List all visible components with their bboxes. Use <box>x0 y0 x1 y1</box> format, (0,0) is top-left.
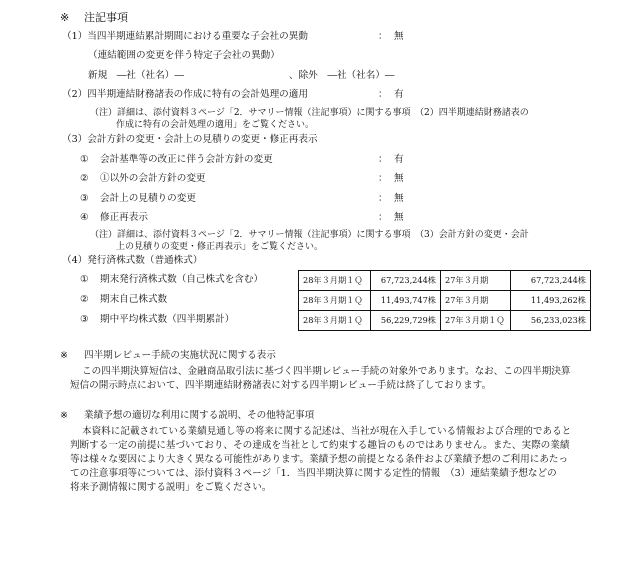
s2-label: （2）四半期連結財務諸表の作成に特有の会計処理の適用 <box>62 89 308 100</box>
value-cell: 56,233,023株 <box>511 311 591 331</box>
value-cell: 11,493,747株 <box>371 291 441 311</box>
s1-sub: （連結範囲の変更を伴う特定子会社の異動） <box>88 50 280 61</box>
value-cell: 67,723,244株 <box>511 271 591 291</box>
s3-item-num: ④ <box>80 212 89 223</box>
s3-item-label: 修正再表示 <box>100 212 148 223</box>
s3-item-value: 無 <box>394 193 404 204</box>
s2-value: 有 <box>394 89 404 100</box>
s3-item-colon: ： <box>378 173 388 184</box>
period-cell: 27年３月期１Ｑ <box>441 311 511 331</box>
s4-row-num: ① <box>80 274 89 285</box>
s3-note-line2: 上の見積りの変更・修正再表示」をご覧ください。 <box>116 242 324 252</box>
value-cell: 67,723,244株 <box>371 271 441 291</box>
forecast-heading: 業績予想の適切な利用に関する説明、その他特記事項 <box>84 410 315 421</box>
review-heading: 四半期レビュー手続の実施状況に関する表示 <box>84 350 276 361</box>
s4-row-label: 期末発行済株式数（自己株式を含む） <box>100 274 264 285</box>
s4-row-label: 期末自己株式数 <box>100 294 168 305</box>
value-cell: 56,229,729株 <box>371 311 441 331</box>
forecast-line: ての注意事項等については、添付資料３ページ「1．当四半期決算に関する定性的情報 （3）連結業績予想などの <box>70 468 557 479</box>
value-cell: 11,493,262株 <box>511 291 591 311</box>
review-line2: 短信の開示時点において、四半期連結財務諸表に対する四半期レビュー手続は終了しております。 <box>70 380 492 391</box>
s3-item-label: 会計上の見積りの変更 <box>100 193 196 204</box>
s3-item-colon: ： <box>378 193 388 204</box>
review-line1: この四半期決算短信は、金融商品取引法に基づく四半期レビュー手続の対象外であります。なお、この四半期決算 <box>82 366 571 377</box>
notes-heading: 注記事項 <box>84 11 128 24</box>
s3-item-value: 有 <box>394 154 404 165</box>
s3-item-colon: ： <box>378 212 388 223</box>
s3-note-line1: （注）詳細は、添付資料３ページ「2．サマリー情報（注記事項）に関する事項 （3）会計方針の変更・会計 <box>90 230 529 240</box>
s4-row-label: 期中平均株式数（四半期累計） <box>100 314 235 325</box>
forecast-line: 本資料に記載されている業績見通し等の将来に関する記述は、当社が現在入手している情報および合理的であると <box>82 426 572 437</box>
s3-item-value: 無 <box>394 173 404 184</box>
period-cell: 28年３月期１Ｑ <box>299 311 371 331</box>
period-cell: 27年３月期 <box>441 291 511 311</box>
s1-label: （1）当四半期連結累計期間における重要な子会社の異動 <box>62 31 308 42</box>
shares-table <box>298 270 591 331</box>
s3-item-value: 無 <box>394 212 404 223</box>
s3-item-label: 会計基準等の改正に伴う会計方針の変更 <box>100 154 273 165</box>
period-cell: 27年３月期 <box>441 271 511 291</box>
s4-row-num: ③ <box>80 314 89 325</box>
review-mark: ※ <box>60 350 69 361</box>
s3-item-colon: ： <box>378 154 388 165</box>
notes-mark: ※ <box>60 11 70 24</box>
table-row <box>299 271 591 291</box>
s2-colon: ： <box>378 89 388 100</box>
s1-colon: ： <box>378 31 388 42</box>
table-row <box>299 291 591 311</box>
forecast-line: 判断する一定の前提に基づいており、その達成を当社として約束する趣旨のものではありません。また、実際の業績 <box>70 440 570 451</box>
forecast-line: 将来予測情報に関する説明」をご覧ください。 <box>70 482 272 493</box>
forecast-line: 等は様々な要因により大きく異なる可能性があります。業績予想の前提となる条件および業績予想のご利用にあたっ <box>70 454 569 465</box>
s2-note-line1: （注）詳細は、添付資料３ページ「2．サマリー情報（注記事項）に関する事項 （2）四半期連結財務諸表の <box>90 108 529 118</box>
s3-label: （3）会計方針の変更・会計上の見積りの変更・修正再表示 <box>62 134 318 145</box>
table-row <box>299 311 591 331</box>
s3-item-num: ① <box>80 154 89 165</box>
s3-item-num: ② <box>80 173 89 184</box>
s1-value: 無 <box>394 31 404 42</box>
forecast-mark: ※ <box>60 410 69 421</box>
period-cell: 28年３月期１Ｑ <box>299 271 371 291</box>
s3-item-label: ①以外の会計方針の変更 <box>100 173 206 184</box>
period-cell: 28年３月期１Ｑ <box>299 291 371 311</box>
s2-note-line2: 作成に特有の会計処理の適用」をご覧ください。 <box>116 120 315 130</box>
s4-label: （4）発行済株式数（普通株式） <box>62 255 203 266</box>
s4-row-num: ② <box>80 294 89 305</box>
s1-excluded: 、除外 ―社（社名）― <box>289 70 395 81</box>
s3-item-num: ③ <box>80 193 89 204</box>
s1-new: 新規 ―社（社名）― <box>88 70 184 81</box>
